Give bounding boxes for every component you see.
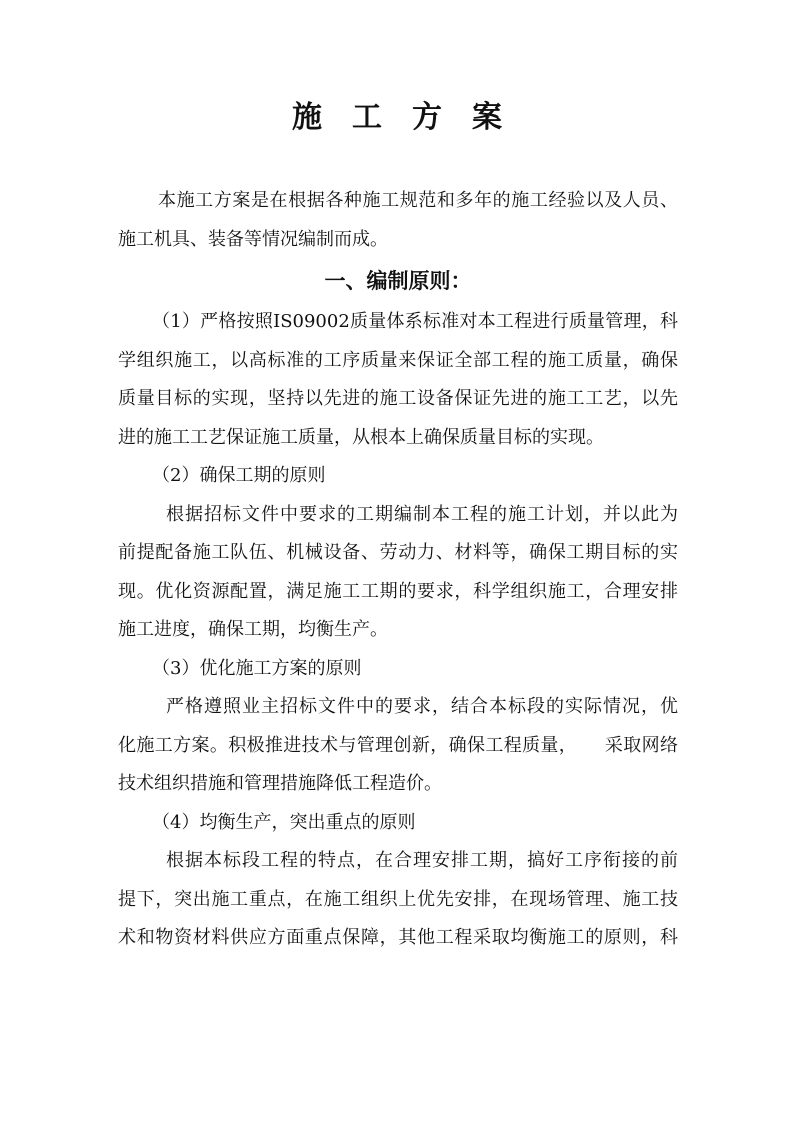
body-text-line: 施工进度，确保工期，均衡生产。 [118,619,388,640]
body-text-line: （1）严格按照IS09002质量体系标准对本工程进行质量管理，科 [152,311,678,332]
body-text-line: 化施工方案。积极推进技术与管理创新，确保工程质量， 采取网络 [118,734,678,756]
body-text-line: 本施工方案是在根据各种施工规范和多年的施工经验以及人员、 [158,190,678,211]
body-text-line: 进的施工工艺保证施工质量，从根本上确保质量目标的实现。 [118,426,604,448]
body-text-line: 术和物资材料供应方面重点保障，其他工程采取均衡施工的原则，科 [118,927,678,948]
body-text-line: 提下，突出施工重点，在施工组织上优先安排，在现场管理、施工技 [118,888,678,910]
body-text-line: 现。优化资源配置，满足施工工期的要求，科学组织施工，合理安排 [118,580,678,602]
body-text-line: 施工机具、装备等情况编制而成。 [118,228,388,250]
body-text-line: （4）均衡生产，突出重点的原则 [152,811,416,833]
body-text-line: 技术组织措施和管理措施降低工程造价。 [118,773,442,794]
body-text-line: （2）确保工期的原则 [152,465,326,486]
body-text-line: 学组织施工，以高标准的工序质量来保证全部工程的施工质量，确保 [118,349,678,371]
body-text-line: 质量目标的实现，坚持以先进的施工设备保证先进的施工工艺，以先 [118,388,678,409]
body-text-line: 根据招标文件中要求的工期编制本工程的施工计划，并以此为 [166,503,678,525]
body-text-line: （3）优化施工方案的原则 [152,657,362,679]
section-heading: 一、编制原则： [324,268,472,293]
page-title: 施 工 方 案 [292,100,502,135]
document-body [118,182,678,958]
body-text-line: 严格遵照业主招标文件中的要求，结合本标段的实际情况，优 [166,696,678,717]
body-text-line: 根据本标段工程的特点，在合理安排工期，搞好工序衔接的前 [166,850,678,871]
body-text-line: 前提配备施工队伍、机械设备、劳动力、材料等，确保工期目标的实 [118,542,678,563]
